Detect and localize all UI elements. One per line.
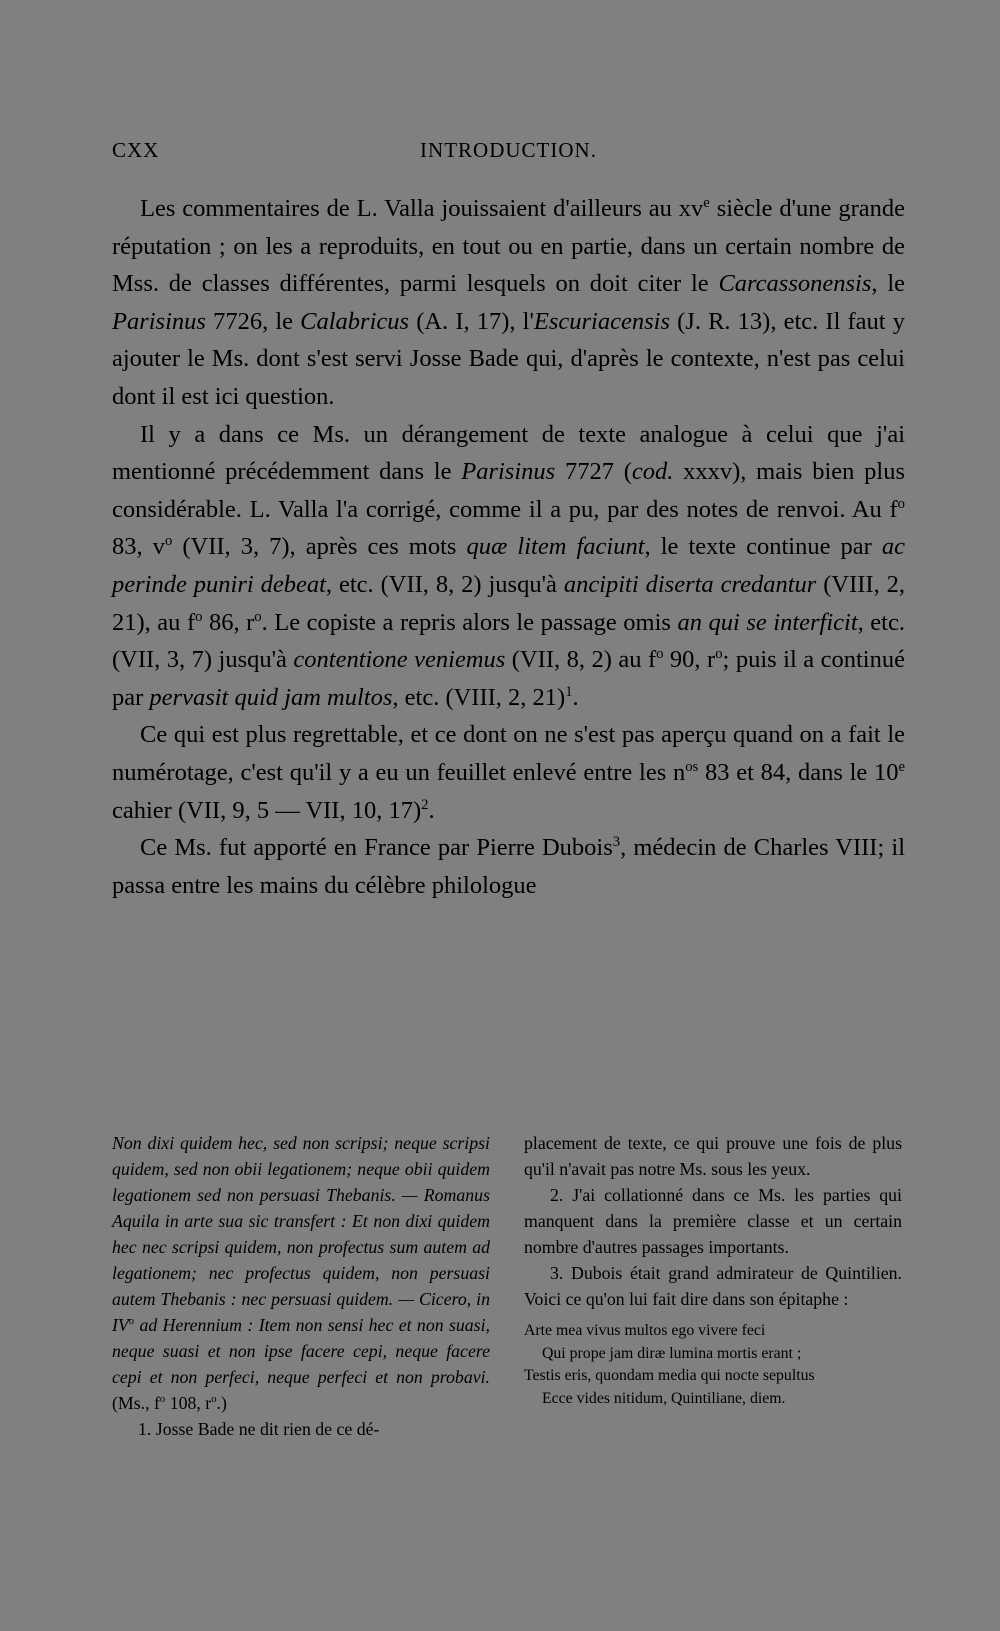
text-run: , le xyxy=(871,270,905,298)
paragraph xyxy=(112,190,905,416)
superscript: o xyxy=(656,645,664,662)
text-run: (VIII, 2, 21), au f xyxy=(112,570,906,636)
superscript: o xyxy=(159,1393,166,1406)
superscript: o xyxy=(195,608,203,625)
superscript: o xyxy=(715,645,723,662)
italic-quote: ancipiti diserta credantur xyxy=(563,570,817,598)
footnotes-right-column xyxy=(524,1130,902,1410)
manuscript-ref: 108, r xyxy=(165,1393,212,1413)
italic-quote: an qui se interficit xyxy=(677,608,858,636)
paragraph xyxy=(112,829,905,904)
superscript: e xyxy=(703,194,710,211)
latin-quote: Non dixi quidem hec, sed non scripsi; neque scripsi quidem, sed non obii legationem; neque obii quidem legationem sed non persuasi Thebanis. — Romanus Aquila in arte sua sic transfert : Et non dixi quidem hec nec scripsi quidem, non profectus sum autem ad legationem; nec profectus quidem, non persuasi autem Thebanis : nec persuasi quidem. — Cicero, in IV xyxy=(112,1133,490,1335)
verse-line: Ecce vides nitidum, Quintiliane, diem. xyxy=(542,1389,786,1407)
footnotes-left-column xyxy=(112,1130,490,1442)
text-run: siècle d'une grande réputation ; on les a reproduits, en tout ou en partie, dans un certain nombre de Mss. de classes différentes, parmi lesquels on doit citer le xyxy=(112,195,905,298)
text-run: ; puis il a continué par xyxy=(112,646,905,711)
text-run: . xyxy=(572,683,579,711)
verse-line: Testis eris, quondam media qui nocte sepultus xyxy=(524,1367,815,1384)
text-run: , etc. (VII, 8, 2) jusqu'à xyxy=(325,570,564,598)
superscript: e xyxy=(898,758,905,775)
text-run: . Le copiste a repris alors le passage omis xyxy=(261,608,678,636)
superscript: o xyxy=(897,495,905,512)
text-run: cahier (VII, 9, 5 — VII, 10, 17) xyxy=(112,796,422,824)
text-run: , etc. (VII, 3, 7) jusqu'à xyxy=(112,608,905,674)
main-text xyxy=(112,190,905,904)
manuscript-ref: .) xyxy=(216,1393,227,1413)
manuscript-ref: (Ms., f xyxy=(112,1393,160,1413)
text-run: 7726, le xyxy=(205,307,301,335)
text-run: (VII, 8, 2) au f xyxy=(505,646,657,674)
italic-quote: quæ litem faciunt xyxy=(466,533,645,561)
footnote-ref: 3 xyxy=(612,833,621,850)
text-run: (VII, 3, 7), après ces mots xyxy=(172,533,467,561)
running-title: INTRODUCTION. xyxy=(420,138,597,162)
italic-title: cod. xyxy=(631,458,674,486)
text-run: 83, v xyxy=(112,533,165,561)
italic-title: Calabricus xyxy=(300,307,410,335)
page-header xyxy=(112,138,905,170)
italic-quote: pervasit quid jam multos xyxy=(149,683,393,711)
text-run: . xyxy=(428,796,435,824)
footnotes xyxy=(112,1130,905,1530)
text-run: 83 et 84, dans le 10 xyxy=(698,758,899,786)
text-run: Les commentaires de L. Valla jouissaient d'ailleurs au xv xyxy=(140,195,704,222)
footnote-1: 1. Josse Bade ne dit rien de ce dé- xyxy=(138,1419,380,1439)
text-run: , etc. (VIII, 2, 21) xyxy=(392,683,566,711)
text-run: 90, r xyxy=(663,646,716,674)
text-run: (J. R. 13), etc. Il faut y ajouter le Ms. dont s'est servi Josse Bade qui, d'après le contexte, n'est pas celui dont il est ici question. xyxy=(112,307,905,410)
paragraph xyxy=(112,416,905,717)
italic-quote: contentione veniemus xyxy=(293,646,506,674)
italic-title: Parisinus xyxy=(112,307,206,335)
footnote-2: 2. J'ai collationné dans ce Ms. les parties qui manquent dans la première classe et un certain nombre d'autres passages importants. xyxy=(524,1185,902,1257)
footnote-continuation xyxy=(112,1130,490,1416)
verse-line: Qui prope jam diræ lumina mortis erant ; xyxy=(542,1344,802,1362)
text-run: Il y a dans ce Ms. un dérangement de texte analogue à celui que j'ai mentionné précédemment dans le xyxy=(112,420,905,486)
italic-title: Escuriacensis xyxy=(533,307,670,335)
footnote-3: 3. Dubois était grand admirateur de Quintilien. Voici ce qu'on lui fait dire dans son épitaphe : xyxy=(524,1263,902,1309)
verse-line: Arte mea vivus multos ego vivere feci xyxy=(524,1322,766,1339)
text-run: , médecin de Charles VIII; il passa entre les mains du célèbre philologue xyxy=(112,834,905,899)
text-run: Ce Ms. fut apporté en France par Pierre Dubois xyxy=(140,834,613,862)
footnote-1-continuation: placement de texte, ce qui prouve une fois de plus qu'il n'avait pas notre Ms. sous les yeux. xyxy=(524,1133,902,1179)
superscript: o xyxy=(211,1393,217,1406)
epitaph-verse xyxy=(524,1320,902,1410)
footnote-ref: 2 xyxy=(421,796,429,813)
text-run: Ce qui est plus regrettable, et ce dont on ne s'est pas aperçu quand on a fait le numérotage, c'est qu'il y a eu un feuillet enlevé entre les n xyxy=(112,721,905,786)
text-run: , le texte continue par xyxy=(644,533,882,561)
text-run: (A. I, 17), l' xyxy=(409,307,534,335)
latin-quote: ad Herennium : Item non sensi hec et non suasi, neque suasi et non ipse facere cepi, neque facere cepi et non perfeci, neque perfeci et non probavi. xyxy=(112,1315,490,1387)
superscript: o xyxy=(164,533,173,550)
text-run: 86, r xyxy=(202,608,255,636)
paragraph xyxy=(112,716,905,829)
italic-quote: ac perinde puniri debeat xyxy=(112,533,905,598)
folio-number: CXX xyxy=(112,138,160,162)
text-run: xxxv), mais bien plus considérable. L. Valla l'a corrigé, comme il a pu, par des notes de renvoi. Au f xyxy=(112,458,905,523)
superscript: os xyxy=(685,758,699,775)
italic-title: Carcassonensis xyxy=(718,270,872,298)
superscript: o xyxy=(128,1315,135,1328)
text-run: 7727 ( xyxy=(555,458,632,486)
superscript: o xyxy=(254,608,262,625)
footnote-ref: 1 xyxy=(565,683,573,700)
italic-title: Parisinus xyxy=(461,458,556,486)
